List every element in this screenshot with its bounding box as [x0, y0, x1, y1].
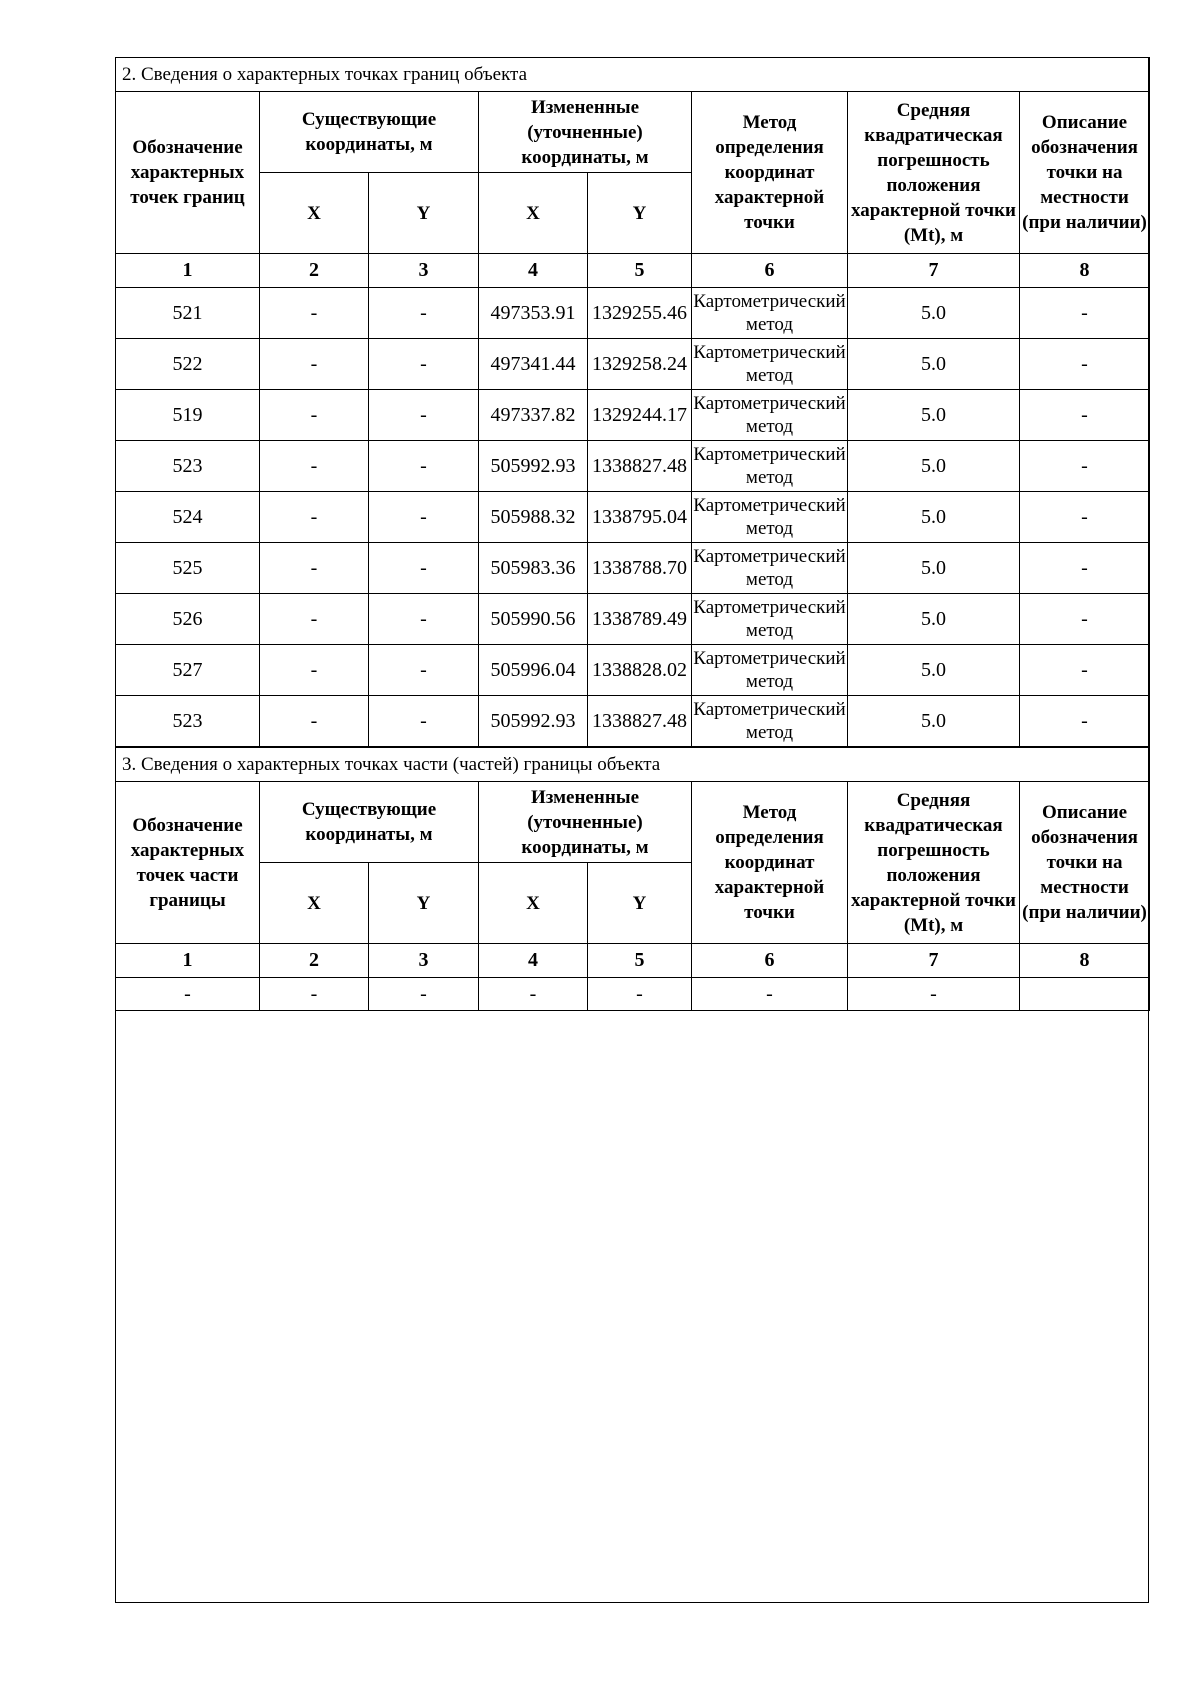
- existing-x-cell: -: [260, 288, 369, 339]
- description-cell: -: [1020, 645, 1150, 696]
- existing-y-cell: -: [369, 978, 479, 1011]
- changed-y-cell: 1338789.49: [588, 594, 692, 645]
- existing-x-cell: -: [260, 645, 369, 696]
- method-cell: Картометрический метод: [692, 594, 848, 645]
- column-number: 5: [588, 944, 692, 978]
- description-cell: -: [1020, 594, 1150, 645]
- column-number: 8: [1020, 944, 1150, 978]
- header-description: Описание обозначения точки на местности (при наличии): [1020, 782, 1150, 944]
- table-row: [116, 288, 1150, 339]
- point-id-cell: 519: [116, 390, 260, 441]
- method-cell: Картометрический метод: [692, 288, 848, 339]
- changed-x-cell: 505983.36: [479, 543, 588, 594]
- table-row: [116, 978, 1150, 1011]
- changed-y-cell: 1338828.02: [588, 645, 692, 696]
- column-number: 7: [848, 254, 1020, 288]
- column-number: 2: [260, 944, 369, 978]
- point-id-cell: 527: [116, 645, 260, 696]
- column-number: 7: [848, 944, 1020, 978]
- mean-error-cell: 5.0: [848, 543, 1020, 594]
- point-id-cell: 521: [116, 288, 260, 339]
- header-method: Метод определения координат характерной точки: [692, 92, 848, 254]
- existing-y-cell: -: [369, 645, 479, 696]
- header-existing-y: Y: [369, 173, 479, 254]
- table-row: [116, 339, 1150, 390]
- header-changed-y: Y: [588, 173, 692, 254]
- table-row: [116, 696, 1150, 747]
- changed-y-cell: 1338795.04: [588, 492, 692, 543]
- header-changed-y: Y: [588, 863, 692, 944]
- changed-x-cell: 497353.91: [479, 288, 588, 339]
- table-row: [116, 543, 1150, 594]
- changed-y-cell: 1329244.17: [588, 390, 692, 441]
- column-number: 4: [479, 944, 588, 978]
- table-row: [116, 390, 1150, 441]
- mean-error-cell: 5.0: [848, 441, 1020, 492]
- table-row: [116, 645, 1150, 696]
- column-number: 2: [260, 254, 369, 288]
- changed-y-cell: -: [588, 978, 692, 1011]
- changed-y-cell: 1338827.48: [588, 441, 692, 492]
- changed-x-cell: -: [479, 978, 588, 1011]
- changed-y-cell: 1338788.70: [588, 543, 692, 594]
- existing-x-cell: -: [260, 492, 369, 543]
- changed-y-cell: 1338827.48: [588, 696, 692, 747]
- changed-x-cell: 497341.44: [479, 339, 588, 390]
- mean-error-cell: 5.0: [848, 594, 1020, 645]
- existing-y-cell: -: [369, 339, 479, 390]
- existing-x-cell: -: [260, 390, 369, 441]
- changed-x-cell: 497337.82: [479, 390, 588, 441]
- mean-error-cell: 5.0: [848, 645, 1020, 696]
- header-existing-x: X: [260, 173, 369, 254]
- mean-error-cell: 5.0: [848, 390, 1020, 441]
- column-number: 5: [588, 254, 692, 288]
- changed-x-cell: 505996.04: [479, 645, 588, 696]
- header-existing-coords: Существующие координаты, м: [260, 782, 479, 863]
- existing-y-cell: -: [369, 696, 479, 747]
- header-changed-x: X: [479, 173, 588, 254]
- header-changed-coords: Измененные (уточненные) координаты, м: [479, 782, 692, 863]
- existing-y-cell: -: [369, 288, 479, 339]
- header-changed-coords: Измененные (уточненные) координаты, м: [479, 92, 692, 173]
- existing-x-cell: -: [260, 543, 369, 594]
- header-existing-y: Y: [369, 863, 479, 944]
- changed-y-cell: 1329255.46: [588, 288, 692, 339]
- header-existing-coords: Существующие координаты, м: [260, 92, 479, 173]
- column-number: 3: [369, 254, 479, 288]
- mean-error-cell: 5.0: [848, 696, 1020, 747]
- point-id-cell: 522: [116, 339, 260, 390]
- existing-x-cell: -: [260, 441, 369, 492]
- existing-x-cell: -: [260, 978, 369, 1011]
- existing-y-cell: -: [369, 390, 479, 441]
- existing-y-cell: -: [369, 594, 479, 645]
- header-method: Метод определения координат характерной точки: [692, 782, 848, 944]
- method-cell: -: [692, 978, 848, 1011]
- column-number: 6: [692, 944, 848, 978]
- point-id-cell: 523: [116, 696, 260, 747]
- header-changed-x: X: [479, 863, 588, 944]
- description-cell: -: [1020, 441, 1150, 492]
- point-id-cell: 524: [116, 492, 260, 543]
- changed-x-cell: 505988.32: [479, 492, 588, 543]
- method-cell: Картометрический метод: [692, 696, 848, 747]
- header-mean-error: Средняя квадратическая погрешность положения характерной точки (Mt), м: [848, 92, 1020, 254]
- method-cell: Картометрический метод: [692, 339, 848, 390]
- mean-error-cell: -: [848, 978, 1020, 1011]
- column-number: 1: [116, 944, 260, 978]
- method-cell: Картометрический метод: [692, 492, 848, 543]
- existing-x-cell: -: [260, 339, 369, 390]
- header-mean-error: Средняя квадратическая погрешность положения характерной точки (Mt), м: [848, 782, 1020, 944]
- column-number: 4: [479, 254, 588, 288]
- point-id-cell: 525: [116, 543, 260, 594]
- point-id-cell: 523: [116, 441, 260, 492]
- description-cell: [1020, 978, 1150, 1011]
- existing-y-cell: -: [369, 441, 479, 492]
- header-designation: Обозначение характерных точек границ: [116, 92, 260, 254]
- table-row: [116, 441, 1150, 492]
- description-cell: -: [1020, 543, 1150, 594]
- changed-x-cell: 505992.93: [479, 441, 588, 492]
- description-cell: -: [1020, 390, 1150, 441]
- section-title: 2. Сведения о характерных точках границ объекта: [116, 58, 1150, 92]
- header-existing-x: X: [260, 863, 369, 944]
- existing-x-cell: -: [260, 696, 369, 747]
- description-cell: -: [1020, 492, 1150, 543]
- header-description: Описание обозначения точки на местности (при наличии): [1020, 92, 1150, 254]
- column-number: 3: [369, 944, 479, 978]
- description-cell: -: [1020, 696, 1150, 747]
- changed-x-cell: 505992.93: [479, 696, 588, 747]
- mean-error-cell: 5.0: [848, 492, 1020, 543]
- column-number: 8: [1020, 254, 1150, 288]
- description-cell: -: [1020, 339, 1150, 390]
- mean-error-cell: 5.0: [848, 339, 1020, 390]
- part-boundary-points-table: [115, 747, 1150, 1011]
- column-number: 1: [116, 254, 260, 288]
- method-cell: Картометрический метод: [692, 645, 848, 696]
- mean-error-cell: 5.0: [848, 288, 1020, 339]
- column-number: 6: [692, 254, 848, 288]
- point-id-cell: 526: [116, 594, 260, 645]
- header-designation: Обозначение характерных точек части границы: [116, 782, 260, 944]
- table-row: [116, 492, 1150, 543]
- changed-x-cell: 505990.56: [479, 594, 588, 645]
- existing-y-cell: -: [369, 543, 479, 594]
- method-cell: Картометрический метод: [692, 390, 848, 441]
- description-cell: -: [1020, 288, 1150, 339]
- boundary-points-table: [115, 57, 1150, 747]
- changed-y-cell: 1329258.24: [588, 339, 692, 390]
- table-row: [116, 594, 1150, 645]
- method-cell: Картометрический метод: [692, 441, 848, 492]
- method-cell: Картометрический метод: [692, 543, 848, 594]
- existing-y-cell: -: [369, 492, 479, 543]
- section-title: 3. Сведения о характерных точках части (частей) границы объекта: [116, 748, 1150, 782]
- point-id-cell: -: [116, 978, 260, 1011]
- existing-x-cell: -: [260, 594, 369, 645]
